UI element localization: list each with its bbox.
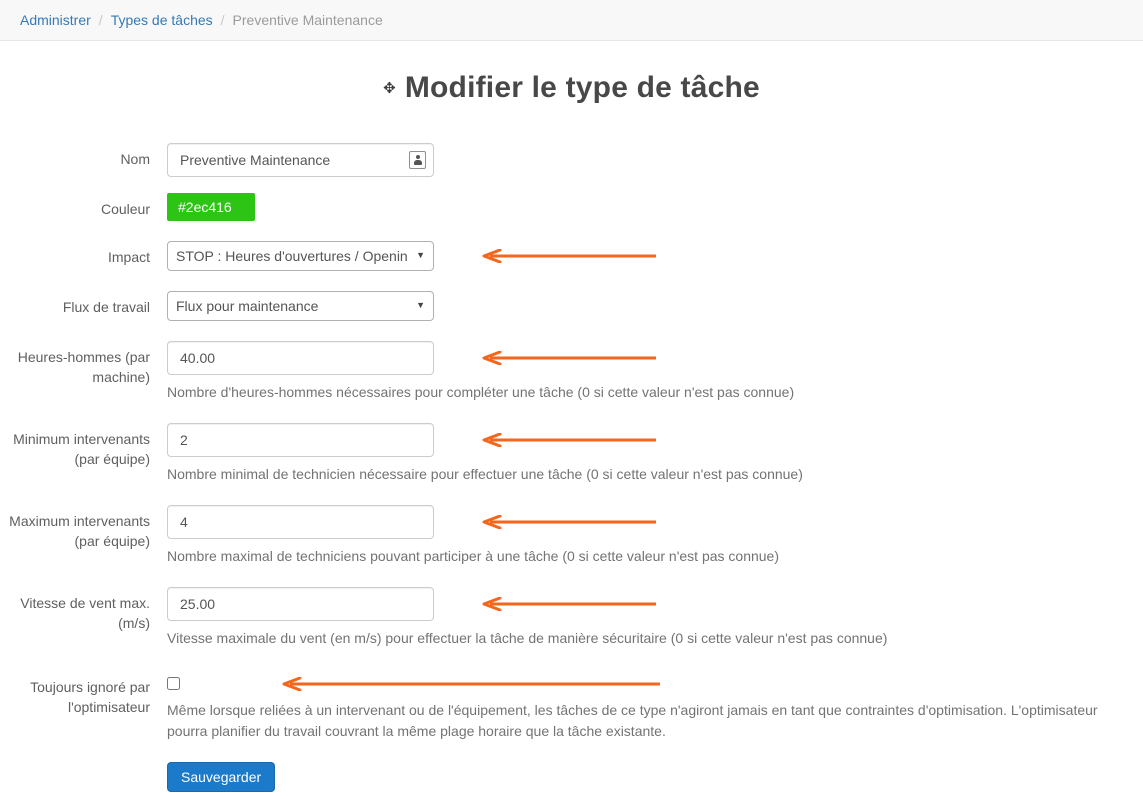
page-title-text: Modifier le type de tâche [404,71,760,104]
breadcrumb-link-types-de-taches[interactable]: Types de tâches [110,12,213,28]
autofill-contact-icon [409,151,426,169]
couleur-label: Couleur [100,201,150,217]
vitesse-vent-input[interactable] [167,587,434,621]
max-intervenants-help: Nombre maximal de techniciens pouvant participer à une tâche (0 si cette valeur n'est pas connue) [167,548,780,564]
toujours-ignore-label: Toujours ignoré par l'optimisateur [30,679,150,715]
max-intervenants-input[interactable] [167,505,434,539]
breadcrumb-separator: / [220,12,225,28]
breadcrumb-link-administrer[interactable]: Administrer [20,12,91,28]
nom-input[interactable] [167,143,434,177]
task-type-form [0,143,1143,792]
min-intervenants-label: Minimum intervenants (par équipe) [13,431,150,467]
field-row-heures-hommes [0,341,1143,403]
task-type-icon: ✥ [383,80,396,97]
field-row-impact [0,241,1143,271]
chevron-down-icon: ▼ [416,300,425,310]
toujours-ignore-help: Même lorsque reliées à un intervenant ou de l'équipement, les tâches de ce type n'agiront jamais en tant que contraintes d'optimisation. L'optimisateur pourra planifier du travail couvrant la même plage horaire que la tâche existante. [167,702,1098,739]
breadcrumb-current: Preventive Maintenance [232,12,383,28]
heures-hommes-label: Heures-hommes (par machine) [17,349,150,385]
field-row-vitesse-vent [0,587,1143,649]
color-swatch[interactable]: #2ec416 [167,193,255,221]
field-row-nom [0,143,1143,177]
flux-select[interactable] [167,291,434,321]
breadcrumb [0,0,1143,41]
save-button[interactable]: Sauvegarder [167,762,275,792]
max-intervenants-label: Maximum intervenants (par équipe) [9,513,150,549]
vitesse-vent-help: Vitesse maximale du vent (en m/s) pour effectuer la tâche de manière sécuritaire (0 si cette valeur n'est pas connue) [167,630,888,646]
min-intervenants-help: Nombre minimal de technicien nécessaire pour effectuer une tâche (0 si cette valeur n'est pas connue) [167,466,803,482]
field-row-max-intervenants [0,505,1143,567]
field-row-couleur [0,193,1143,221]
field-row-flux [0,291,1143,321]
toujours-ignore-checkbox[interactable] [167,677,180,690]
vitesse-vent-label: Vitesse de vent max. (m/s) [20,595,150,631]
heures-hommes-help: Nombre d'heures-hommes nécessaires pour compléter une tâche (0 si cette valeur n'est pas connue) [167,384,795,400]
flux-label: Flux de travail [62,299,150,315]
breadcrumb-separator: / [98,12,103,28]
field-row-toujours-ignore [0,671,1143,742]
min-intervenants-input[interactable] [167,423,434,457]
nom-label: Nom [120,151,150,167]
heures-hommes-input[interactable] [167,341,434,375]
field-row-min-intervenants [0,423,1143,485]
chevron-down-icon: ▼ [416,250,425,260]
impact-select[interactable] [167,241,434,271]
page-title [0,71,1143,105]
impact-label: Impact [107,249,150,265]
